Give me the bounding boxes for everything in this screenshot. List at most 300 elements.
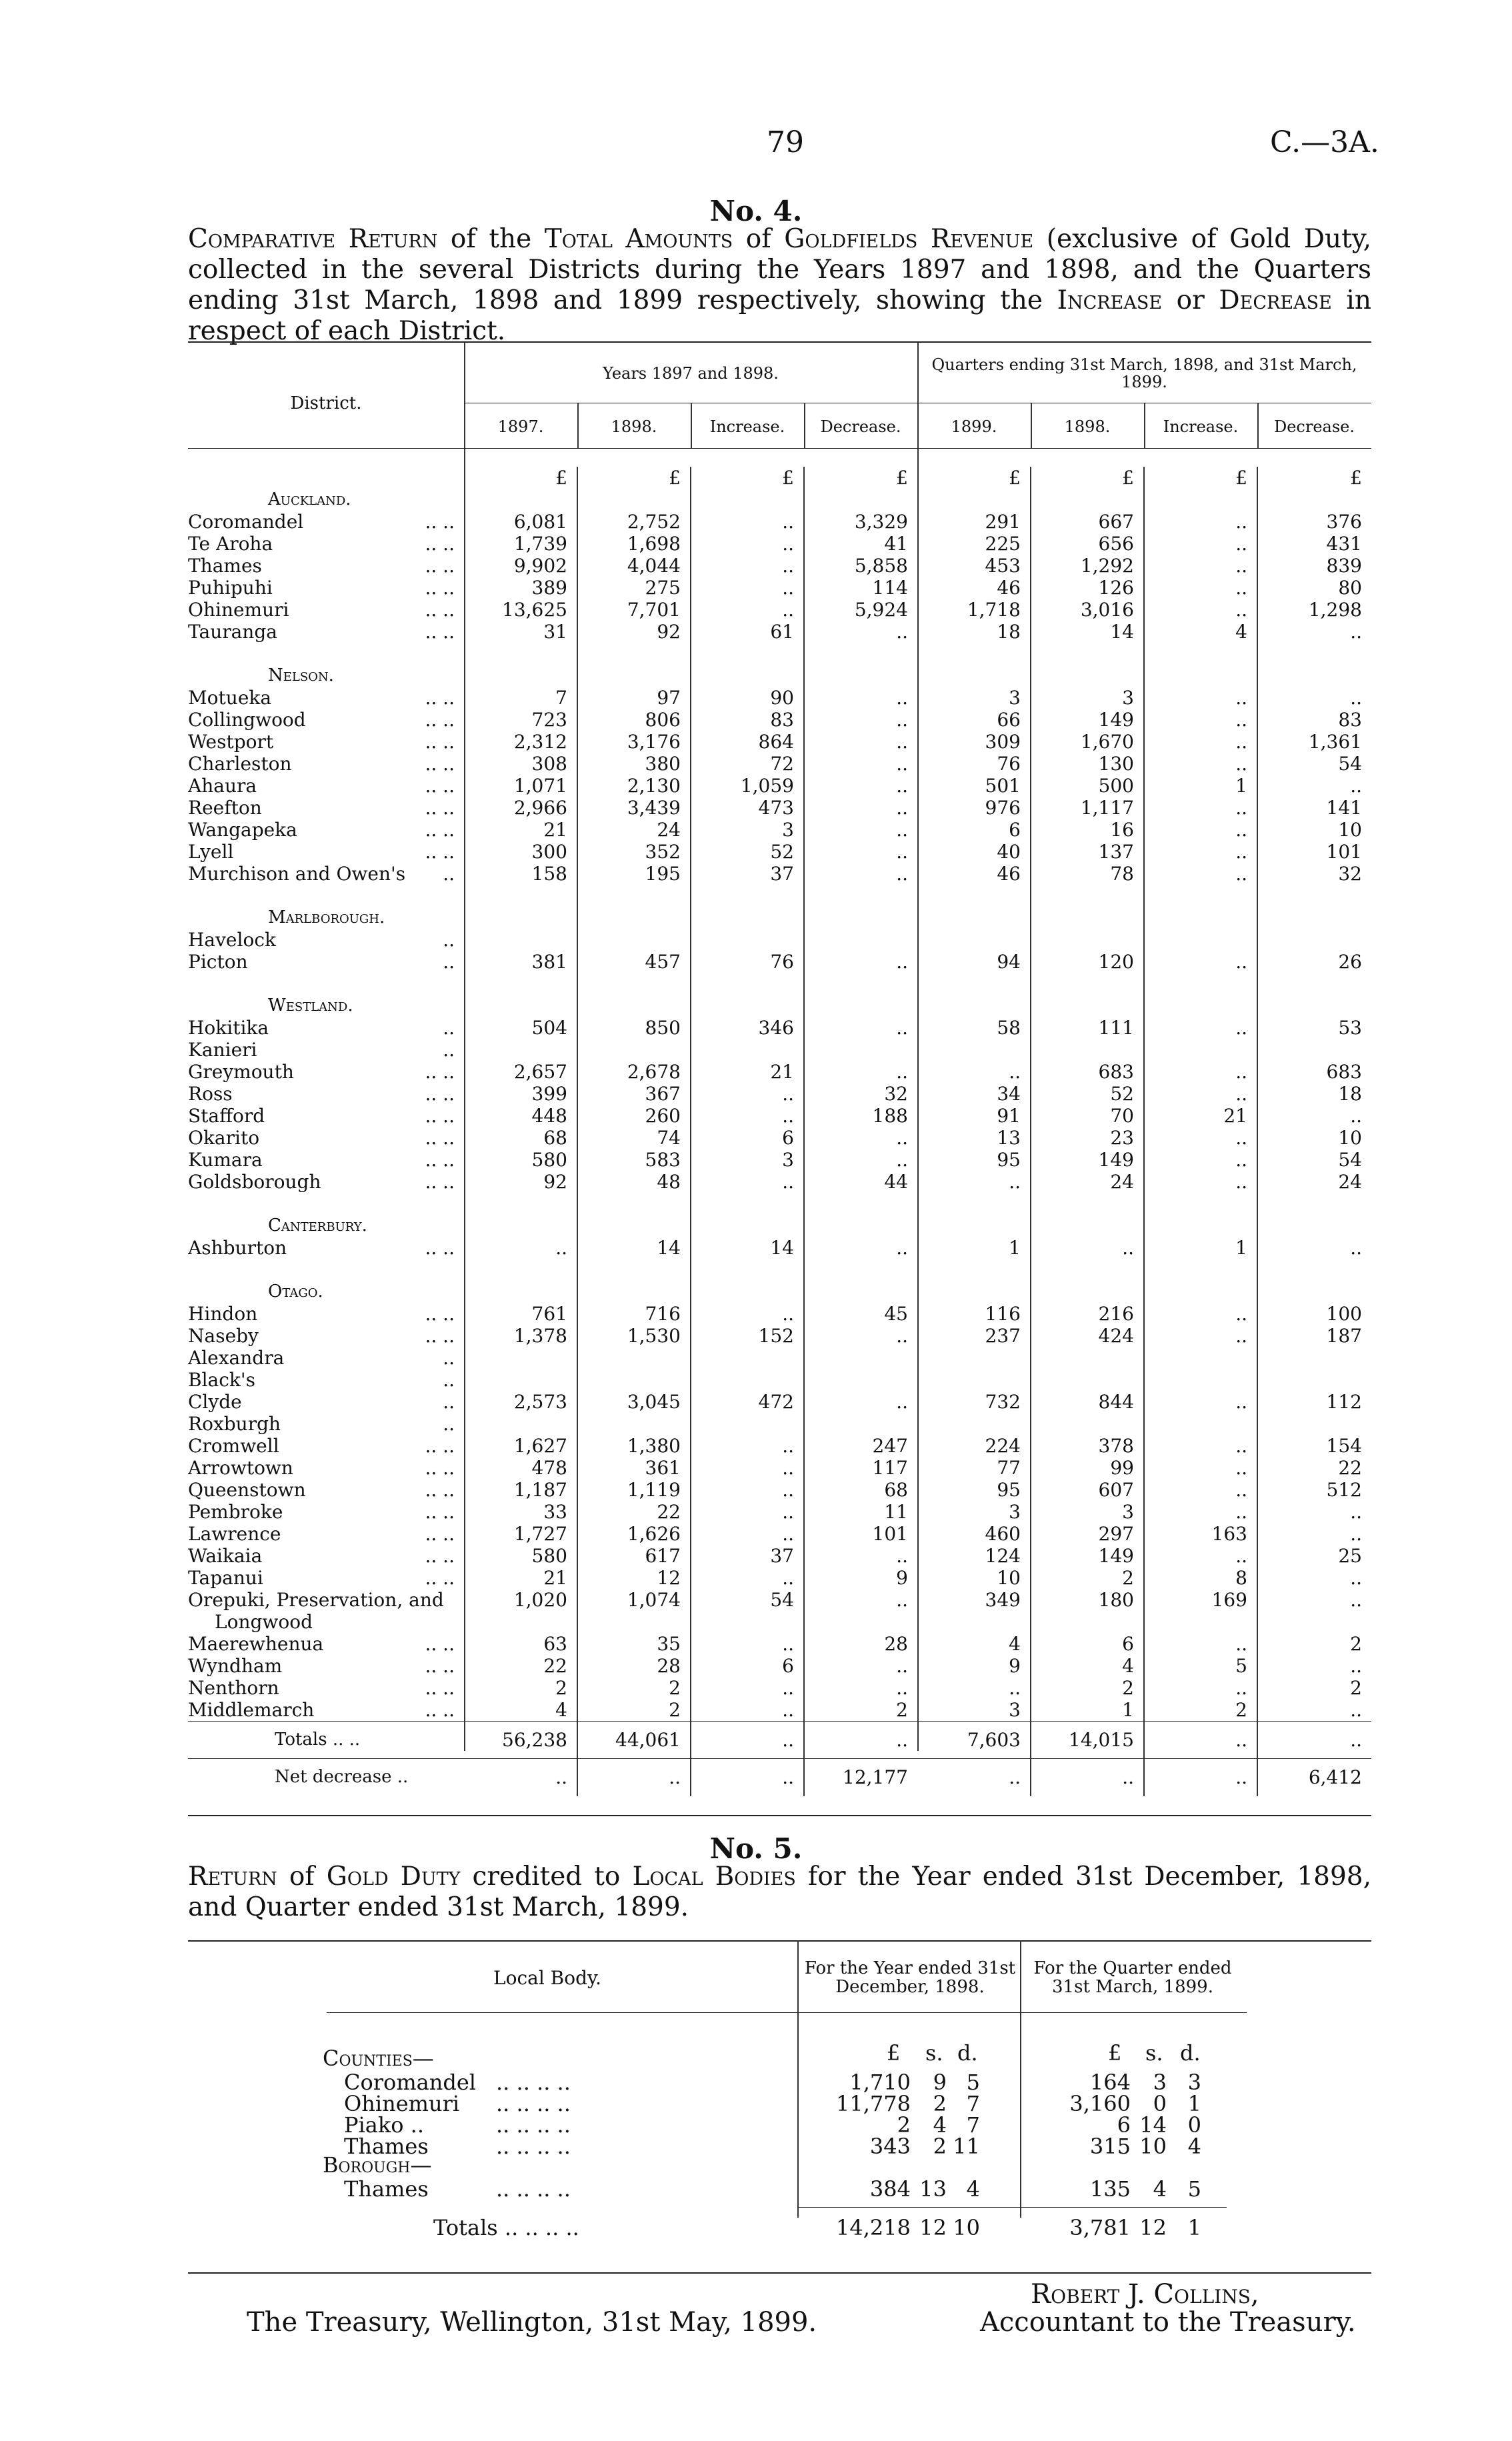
currency-cell: £ [691,467,804,489]
value-cell: 976 [985,797,1021,819]
value-cell: 6 [1031,1633,1144,1655]
value-cell: 1,626 [577,1523,691,1545]
value-cell: 380 [577,753,691,775]
value-cell: 97 [577,687,691,709]
currency-pound: £ [887,2040,901,2066]
year-pounds: 2 [897,2112,911,2138]
value-cell: 1,739 [513,533,567,555]
title-part: Decrease [1219,285,1332,315]
title-part: for the Year ended 31st December, 1898, and Quarter ended 31st March, 1899. [188,1862,1371,1922]
totals-label: Totals .. .. .. .. [433,2215,579,2240]
value-cell: 3,329 [804,511,917,533]
value-cell: .. [1144,1545,1257,1567]
value-cell: 501 [985,775,1021,797]
value-cell: .. [1144,1479,1257,1501]
value-cell: .. [804,863,917,885]
year-shillings: 9 [933,2070,947,2095]
value-cell: 14,015 [1031,1722,1144,1759]
value-cell: 92 [543,1171,567,1193]
currency-shilling: s. [1145,2040,1163,2066]
value-cell: 76 [997,753,1021,775]
value-cell: 14 [691,1237,804,1259]
district-name-text: Hindon [188,1303,258,1325]
value-cell: 117 [804,1457,917,1479]
value-cell: 3 [1031,1501,1144,1523]
value-cell: 14 [1031,621,1144,643]
value-cell: 91 [997,1105,1021,1127]
totals-year-pounds: 14,218 [836,2215,911,2240]
district-name-text: Te Aroha [188,533,273,555]
col-header: Decrease. [820,417,901,436]
district-name-text: Arrowtown [188,1457,293,1479]
col-header: 1899. [951,417,997,436]
district-name-text: Roxburgh [188,1413,281,1435]
value-cell: 4,044 [577,555,691,577]
totals-quarter-pounds: 3,781 [1069,2215,1131,2240]
value-cell: 158 [531,863,567,885]
value-cell: 77 [997,1457,1021,1479]
value-cell: 1,378 [513,1325,567,1347]
district-name-text: Westport [188,731,274,753]
value-cell: .. [691,1457,804,1479]
quarter-pence: 3 [1187,2070,1201,2095]
value-cell: 28 [577,1655,691,1677]
district-name-text: Wangapeka [188,819,297,841]
header-year: For the Year ended 31st December, 1898. [804,1958,1016,1997]
value-cell: 16 [1031,819,1144,841]
value-cell: 116 [985,1303,1021,1325]
district-group-label: Westland. [268,995,353,1015]
value-cell: .. [577,1759,691,1796]
value-cell: 61 [691,621,804,643]
value-cell: .. [1144,797,1257,819]
year-pence: 5 [966,2070,980,2095]
header-years-group: Years 1897 and 1898. [603,364,779,383]
leader-dots: .. [443,863,455,885]
value-cell: 683 [1257,1061,1371,1083]
value-cell: 120 [1031,951,1144,973]
value-cell: 300 [531,841,567,863]
value-cell: .. [804,687,917,709]
value-cell: 5 [1144,1655,1257,1677]
value-cell: 850 [577,1017,691,1039]
value-cell: 308 [531,753,567,775]
leader-dots: .. [443,1347,455,1369]
value-cell: .. [1009,1677,1021,1699]
district-name-text: Coromandel [188,511,304,533]
leader-dots: .. .. [425,511,455,533]
net-decrease-row-label: Net decrease .. [188,1759,464,1796]
value-cell: 37 [691,1545,804,1567]
value-cell: .. [691,1083,804,1105]
value-cell: .. [1257,1523,1371,1545]
value-cell: 346 [691,1017,804,1039]
value-cell: .. [691,577,804,599]
district-name-text: Middlemarch [188,1699,315,1721]
value-cell: 1 [1009,1237,1021,1259]
district-name-text: Nenthorn [188,1677,279,1699]
district-name-text: Thames [188,555,262,577]
value-cell: .. [804,621,917,643]
leader-dots: .. .. [425,555,455,577]
value-cell: 225 [985,533,1021,555]
district-name-text: Hokitika [188,1017,269,1039]
district-name-text: Pembroke [188,1501,283,1523]
value-cell: 607 [1031,1479,1144,1501]
value-cell: 44 [804,1171,917,1193]
leader-dots: .. .. [425,775,455,797]
value-cell: 37 [691,863,804,885]
value-cell: .. [804,797,917,819]
value-cell: 111 [1031,1017,1144,1039]
district-name-text: Naseby [188,1325,259,1347]
year-pence: 7 [966,2112,980,2138]
value-cell: 80 [1257,577,1371,599]
table4-heading: No. 4. [709,195,803,227]
value-cell: 352 [577,841,691,863]
value-cell: 46 [997,577,1021,599]
value-cell: .. [804,1589,917,1611]
value-cell: 31 [543,621,567,643]
value-cell: .. [1144,1457,1257,1479]
leader-dots: .. .. [425,1127,455,1149]
value-cell: 7 [555,687,567,709]
value-cell: .. [1144,555,1257,577]
quarter-pounds: 3,160 [1069,2091,1131,2116]
value-cell: .. [1257,775,1371,797]
value-cell: .. [1144,577,1257,599]
leader-dots: .. .. [425,1061,455,1083]
district-name-text: Ashburton [188,1237,287,1259]
quarter-pence: 1 [1187,2091,1201,2116]
value-cell: .. [1144,1677,1257,1699]
quarter-pounds: 315 [1089,2134,1131,2159]
value-cell: 83 [691,709,804,731]
value-cell: 5,924 [804,599,917,621]
district-name-text: Collingwood [188,709,306,731]
title-part: Goldfields Revenue [784,224,1034,254]
value-cell: 13,625 [502,599,567,621]
value-cell: 4 [1031,1655,1144,1677]
leader-dots: .. .. [425,533,455,555]
currency-cell: £ [804,467,917,489]
currency-cell: £ [1144,467,1257,489]
value-cell: .. [1144,1325,1257,1347]
value-cell: .. [691,1567,804,1589]
value-cell: 23 [1031,1127,1144,1149]
value-cell: 376 [1257,511,1371,533]
value-cell: 12 [577,1567,691,1589]
value-cell: .. [1031,1759,1144,1796]
value-cell: 25 [1257,1545,1371,1567]
header-local-body: Local Body. [493,1967,602,1989]
value-cell: 260 [577,1105,691,1127]
value-cell: 3 [1031,687,1144,709]
group-counties: Counties— [323,2046,434,2071]
district-name-text: Black's [188,1369,255,1391]
value-cell: .. [691,511,804,533]
value-cell: 3 [691,1149,804,1171]
value-cell: 1 [1144,775,1257,797]
value-cell: 1,298 [1257,599,1371,621]
value-cell: .. [804,1237,917,1259]
currency-cell: £ [555,467,567,489]
leader-dots: .. .. .. .. [496,2070,571,2095]
value-cell: 224 [985,1435,1021,1457]
value-cell: 361 [577,1457,691,1479]
value-cell: 10 [1257,1127,1371,1149]
quarter-shillings: 4 [1153,2176,1167,2202]
district-group-label: Canterbury. [268,1215,367,1236]
value-cell: 309 [985,731,1021,753]
value-cell: 21 [1144,1105,1257,1127]
value-cell: 216 [1031,1303,1144,1325]
value-cell: .. [804,1017,917,1039]
value-cell: .. [804,1677,917,1699]
leader-dots: .. .. [425,1325,455,1347]
district-group-label: Auckland. [268,489,351,509]
value-cell: .. [1144,753,1257,775]
value-cell: 21 [543,819,567,841]
value-cell: 14 [577,1237,691,1259]
title-part: Comparative Return [188,224,438,254]
value-cell: 130 [1031,753,1144,775]
year-pounds: 384 [869,2176,911,2202]
value-cell: 453 [985,555,1021,577]
value-cell: .. [804,1545,917,1567]
leader-dots: .. [443,951,455,973]
value-cell: 52 [1031,1083,1144,1105]
signatory-name: Robert J. Collins, [1031,2279,1259,2310]
value-cell: 656 [1031,533,1144,555]
value-cell: 389 [531,577,567,599]
value-cell: 2,752 [577,511,691,533]
totals-row-label: Totals .. .. [188,1722,464,1759]
value-cell: 34 [997,1083,1021,1105]
value-cell: 24 [1257,1171,1371,1193]
value-cell: .. [1144,1061,1257,1083]
value-cell: 44,061 [577,1722,691,1759]
value-cell: 2 [1257,1677,1371,1699]
value-cell: .. [555,1237,567,1259]
value-cell: .. [1031,1237,1144,1259]
value-cell: 54 [1257,753,1371,775]
value-cell: 1 [1144,1237,1257,1259]
value-cell: .. [804,1325,917,1347]
currency-shilling: s. [925,2040,943,2066]
value-cell: 180 [1031,1589,1144,1611]
district-name-text: Wyndham [188,1655,283,1677]
district-name-text: Tauranga [188,621,277,643]
value-cell: .. [1257,1567,1371,1589]
value-cell: 4 [555,1699,567,1721]
value-cell: .. [691,1699,804,1722]
value-cell: 839 [1257,555,1371,577]
value-cell: 78 [1031,863,1144,885]
district-name-text: Tapanui [188,1567,263,1589]
col-header: Increase. [709,417,785,436]
value-cell: 2 [555,1677,567,1699]
value-cell: .. [691,533,804,555]
leader-dots: .. .. .. .. [496,2091,571,2116]
district-name-text: Motueka [188,687,272,709]
district-name-text: Stafford [188,1105,265,1127]
value-cell: 1,361 [1257,731,1371,753]
value-cell: 92 [577,621,691,643]
value-cell: .. [1144,1083,1257,1105]
value-cell: 9 [804,1567,917,1589]
value-cell: 3 [691,819,804,841]
value-cell: 3 [1009,1501,1021,1523]
signatory-title: Accountant to the Treasury. [980,2307,1356,2338]
district-name-text: Lyell [188,841,234,863]
value-cell: 7,603 [917,1722,1031,1759]
leader-dots: .. .. [425,599,455,621]
value-cell: .. [691,1171,804,1193]
col-header: 1898. [1064,417,1111,436]
district-name-text: Kanieri [188,1039,257,1061]
value-cell: .. [691,1722,804,1759]
value-cell: .. [1144,841,1257,863]
value-cell: 2,573 [513,1391,567,1413]
value-cell: 5,858 [804,555,917,577]
value-cell: 68 [804,1479,917,1501]
value-cell: 617 [577,1545,691,1567]
value-cell: 9 [1009,1655,1021,1677]
value-cell: .. [691,1633,804,1655]
value-cell: 844 [1031,1391,1144,1413]
totals-year-pence: 10 [953,2215,980,2240]
value-cell: 3,016 [1031,599,1144,621]
currency-cell: £ [1031,467,1144,489]
value-cell: 48 [577,1171,691,1193]
district-group-label: Marlborough. [268,907,385,927]
quarter-pence: 4 [1187,2134,1201,2159]
value-cell: 163 [1144,1523,1257,1545]
district-name-text: Alexandra [188,1347,285,1369]
value-cell: 580 [531,1149,567,1171]
value-cell: 40 [997,841,1021,863]
value-cell: 1,530 [577,1325,691,1347]
value-cell: .. [1144,533,1257,555]
value-cell: 58 [997,1017,1021,1039]
document-code: C.—3A. [1270,125,1379,159]
district-name-text: Waikaia [188,1545,263,1567]
value-cell: 2,130 [577,775,691,797]
value-cell: .. [804,819,917,841]
district-name-text: Picton [188,951,248,973]
value-cell: 149 [1031,1149,1144,1171]
value-cell: 11 [804,1501,917,1523]
year-pence: 11 [953,2134,980,2159]
value-cell: .. [1144,1171,1257,1193]
value-cell: 32 [1257,863,1371,885]
leader-dots: .. .. [425,709,455,731]
value-cell: 1,119 [577,1479,691,1501]
district-group-label: Nelson. [268,665,334,685]
value-cell: 431 [1257,533,1371,555]
district-name-text: Goldsborough [188,1171,321,1193]
leader-dots: .. [443,929,455,951]
value-cell: 1,727 [513,1523,567,1545]
value-cell: 94 [997,951,1021,973]
leader-dots: .. .. [425,1545,455,1567]
value-cell: .. [691,1501,804,1523]
value-cell: .. [1144,863,1257,885]
district-name-text: Havelock [188,929,276,951]
value-cell: 35 [577,1633,691,1655]
value-cell: .. [464,1759,577,1796]
value-cell: .. [1144,1017,1257,1039]
value-cell: .. [1257,1699,1371,1722]
value-cell: .. [1144,1127,1257,1149]
title-part: of the [437,224,545,254]
value-cell: .. [1144,819,1257,841]
year-shillings: 2 [933,2091,947,2116]
currency-pence: d. [1180,2040,1201,2066]
quarter-pence: 0 [1187,2112,1201,2138]
value-cell: 2 [577,1677,691,1699]
value-cell: .. [1144,731,1257,753]
value-cell: 2,966 [513,797,567,819]
value-cell: 1,718 [967,599,1021,621]
local-body-name: Thames [344,2176,429,2202]
year-pence: 4 [966,2176,980,2202]
leader-dots: .. [443,1039,455,1061]
value-cell: 1,670 [1031,731,1144,753]
value-cell: 3 [1009,1699,1021,1721]
col-header: Increase. [1163,417,1239,436]
value-cell: 2,657 [513,1061,567,1083]
value-cell: 149 [1031,709,1144,731]
value-cell: 56,238 [464,1722,577,1759]
value-cell: 723 [531,709,567,731]
value-cell: .. [804,753,917,775]
currency-pence: d. [957,2040,978,2066]
leader-dots: .. .. [425,1083,455,1105]
leader-dots: .. .. [425,1435,455,1457]
value-cell: .. [691,1677,804,1699]
value-cell: .. [804,1127,917,1149]
value-cell: 141 [1257,797,1371,819]
value-cell: 583 [577,1149,691,1171]
value-cell: 28 [804,1633,917,1655]
value-cell: .. [804,951,917,973]
value-cell: 580 [531,1545,567,1567]
value-cell: .. [1144,1303,1257,1325]
value-cell: 66 [997,709,1021,731]
year-pounds: 343 [869,2134,911,2159]
quarter-pounds: 6 [1117,2112,1131,2138]
value-cell: .. [691,1303,804,1325]
value-cell: .. [1144,687,1257,709]
value-cell: .. [1144,1435,1257,1457]
value-cell: 8 [1144,1567,1257,1589]
value-cell: 291 [985,511,1021,533]
leader-dots: .. .. [425,1699,455,1721]
value-cell: .. [1144,1722,1257,1759]
district-name-text: Orepuki, Preservation, and [188,1589,444,1611]
district-name-text: Ahaura [188,775,257,797]
leader-dots: .. .. [425,1105,455,1127]
title-part: or [1162,285,1219,315]
value-cell: 806 [577,709,691,731]
leader-dots: .. [443,1017,455,1039]
district-name-text: Queenstown [188,1479,306,1501]
value-cell: .. [1144,1501,1257,1523]
value-cell: .. [1257,1722,1371,1759]
value-cell: 126 [1031,577,1144,599]
